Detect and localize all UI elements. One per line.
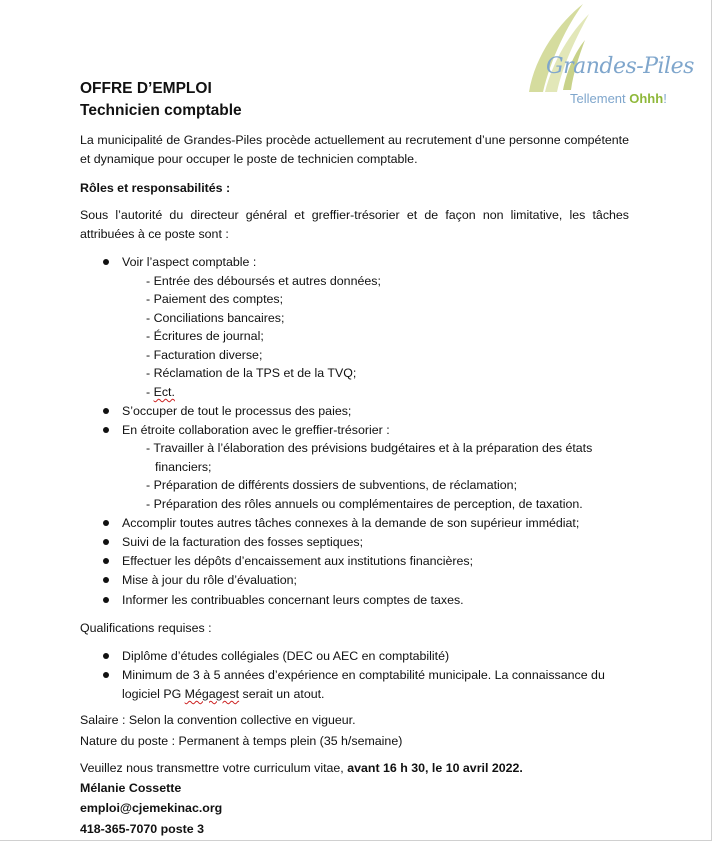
- qualification-experience-line1: Minimum de 3 à 5 années d’expérience en comptabilité municipale. La connaissance du: [122, 668, 605, 682]
- intro-paragraph: La municipalité de Grandes-Piles procède actuellement au recrutement d’une personne compétente et dynamique pour occuper le poste de technicien comptable.: [80, 133, 629, 166]
- closing-text: Veuillez nous transmettre votre curriculum vitae,: [80, 761, 348, 775]
- sub-item-etc-word: Ect.: [153, 385, 175, 399]
- sub-item-etc-prefix: -: [146, 385, 154, 399]
- roles-heading: Rôles et responsabilités :: [80, 181, 231, 195]
- contact-name: Mélanie Cossette: [80, 781, 182, 795]
- grandes-piles-logo: [515, 0, 695, 115]
- bullet-accounting: Voir l’aspect comptable :: [122, 255, 257, 269]
- bullet-dot: [103, 597, 109, 603]
- sub-item-journal: - Écritures de journal;: [146, 329, 264, 343]
- sub-item-disbursements: - Entrée des déboursés et autres données;: [146, 274, 381, 288]
- salary-line: Salaire : Selon la convention collective en vigueur.: [80, 713, 356, 727]
- bullet-dot: [103, 653, 109, 659]
- sub-item-budget-line1: - Travailler à l’élaboration des prévisions budgétaires et à la préparation des états: [146, 441, 593, 455]
- qualification-software-prefix: logiciel PG: [122, 687, 185, 701]
- deadline: avant 16 h 30, le 10 avril 2022.: [347, 761, 523, 775]
- bullet-payroll: S’occuper de tout le processus des paies;: [122, 404, 352, 418]
- sub-item-budget-line2: financiers;: [155, 460, 212, 474]
- sub-item-etc: [146, 384, 175, 400]
- sub-item-payments: - Paiement des comptes;: [146, 292, 284, 306]
- bullet-other-tasks: Accomplir toutes autres tâches connexes à la demande de son supérieur immédiat;: [122, 516, 580, 530]
- qualification-software-suffix: serait un atout.: [239, 687, 325, 701]
- bullet-dot: [103, 672, 109, 678]
- bullet-dot: [103, 408, 109, 414]
- roles-intro: Sous l’autorité du directeur général et greffier-trésorier et de façon non limitative, les tâches attribuées à ce poste sont :: [80, 208, 629, 241]
- sub-item-rolls: - Préparation des rôles annuels ou complémentaires de perception, de taxation.: [146, 497, 583, 511]
- sub-item-tax-claims: - Réclamation de la TPS et de la TVQ;: [146, 366, 357, 380]
- bullet-dot: [103, 259, 109, 265]
- contact-email[interactable]: emploi@cjemekinac.org: [80, 801, 223, 815]
- logo-tagline-ohhh: Ohhh: [629, 91, 664, 106]
- bullet-assessment: Mise à jour du rôle d’évaluation;: [122, 573, 297, 587]
- logo-tagline-exclamation: !: [663, 91, 667, 106]
- qualification-diploma: Diplôme d’études collégiales (DEC ou AEC en comptabilité): [122, 649, 450, 663]
- qualifications-heading: Qualifications requises :: [80, 621, 212, 635]
- contact-phone: 418-365-7070 poste 3: [80, 822, 204, 836]
- job-title: Technicien comptable: [80, 102, 242, 119]
- bullet-dot: [103, 539, 109, 545]
- qualification-software-name: Mégagest: [184, 687, 240, 701]
- bullet-dot: [103, 558, 109, 564]
- offer-title: OFFRE D’EMPLOI: [80, 80, 212, 97]
- logo-wordmark: Grandes-Piles: [546, 54, 694, 79]
- bullet-dot: [103, 427, 109, 433]
- sub-item-reconciliations: - Conciliations bancaires;: [146, 311, 285, 325]
- bullet-collaboration: En étroite collaboration avec le greffier-trésorier :: [122, 423, 390, 437]
- sub-item-grants: - Préparation de différents dossiers de subventions, de réclamation;: [146, 478, 518, 492]
- sub-item-billing: - Facturation diverse;: [146, 348, 263, 362]
- bullet-septic: Suivi de la facturation des fosses septiques;: [122, 535, 364, 549]
- qualification-experience-line2: [122, 686, 325, 702]
- bullet-taxpayers: Informer les contribuables concernant leurs comptes de taxes.: [122, 593, 464, 607]
- bullet-dot: [103, 577, 109, 583]
- position-nature-line: Nature du poste : Permanent à temps plein (35 h/semaine): [80, 734, 403, 748]
- bullet-dot: [103, 520, 109, 526]
- closing-line: [80, 760, 523, 776]
- logo-tagline: [570, 91, 667, 107]
- logo-tagline-tellement: Tellement: [570, 91, 630, 106]
- bullet-deposits: Effectuer les dépôts d’encaissement aux institutions financières;: [122, 554, 474, 568]
